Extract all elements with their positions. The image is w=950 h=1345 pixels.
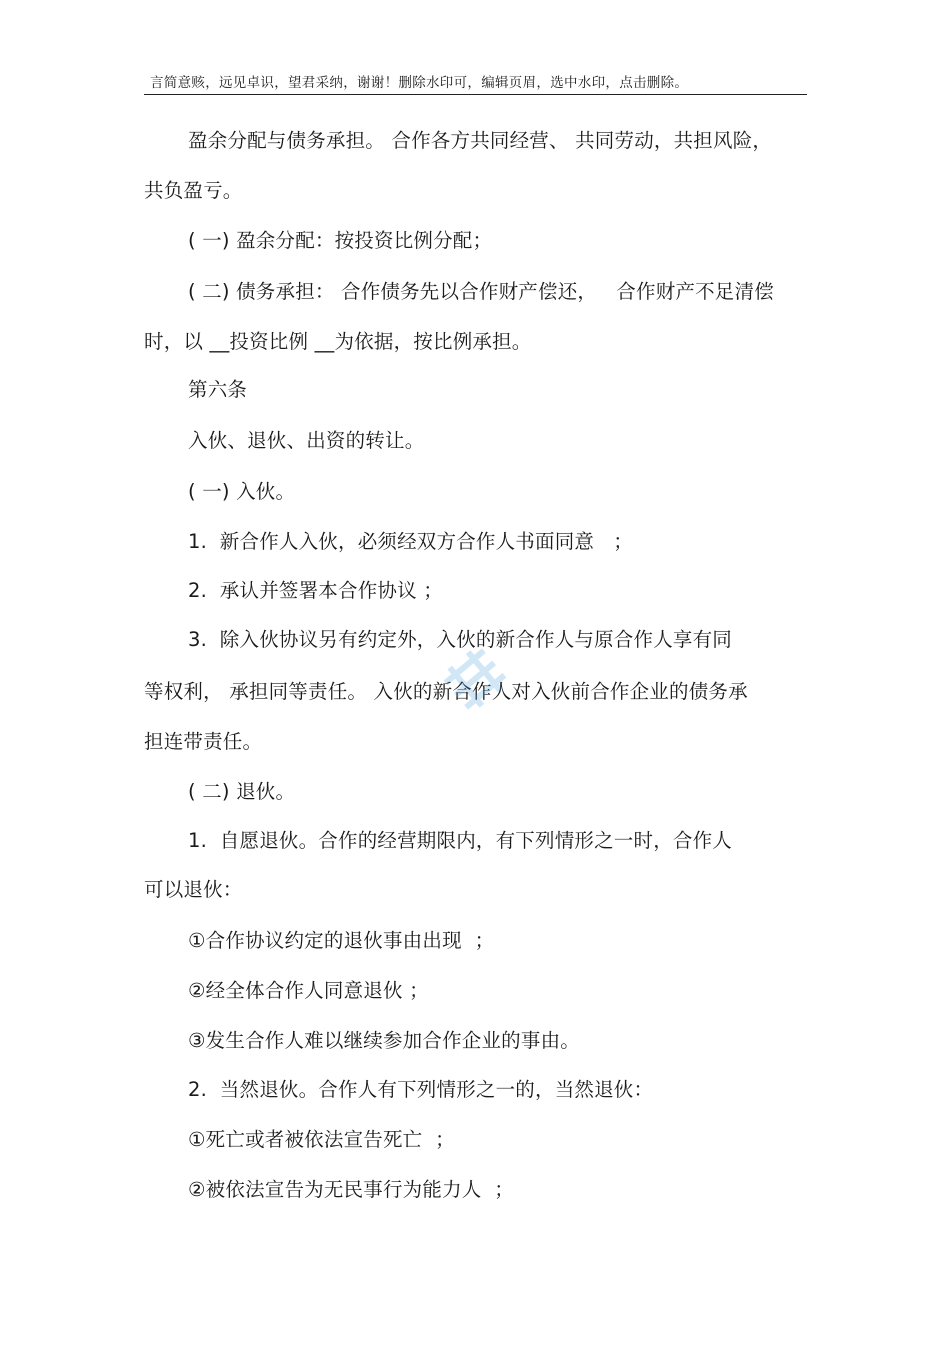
paragraph-line: 入伙、退伙、出资的转让。	[188, 429, 425, 452]
paragraph-line: ( 二) 债务承担： 合作债务先以合作财产偿还， 合作财产不足清偿	[188, 280, 774, 303]
list-item: ②被依法宣告为无民事行为能力人 ；	[188, 1178, 514, 1201]
list-item: 1. 自愿退伙。合作的经营期限内，有下列情形之一时，合作人	[188, 829, 733, 852]
paragraph-line: ( 二) 退伙。	[188, 780, 296, 803]
list-item: 2. 当然退伙。合作人有下列情形之一的，当然退伙：	[188, 1078, 654, 1101]
page-header-text: 言简意赅，远见卓识，望君采纳，谢谢！删除水印可，编辑页眉，选中水印，点击删除。	[150, 75, 689, 91]
paragraph-line: 担连带责任。	[144, 730, 263, 753]
paragraph-line: 盈余分配与债务承担。 合作各方共同经营、 共同劳动，共担风险，	[188, 129, 773, 152]
list-item: ①合作协议约定的退伙事由出现 ；	[188, 929, 495, 952]
paragraph-line: 共负盈亏。	[144, 179, 243, 202]
list-item: 3. 除入伙协议另有约定外，入伙的新合作人与原合作人享有同	[188, 628, 733, 651]
list-item: 1. 新合作人入伙，必须经双方合作人书面同意 ；	[188, 530, 633, 553]
paragraph-line: ( 一) 入伙。	[188, 480, 296, 503]
section-title: 第六条	[188, 378, 248, 401]
list-item: ①死亡或者被依法宣告死亡 ；	[188, 1128, 455, 1151]
paragraph-line: 等权利， 承担同等责任。 入伙的新合作人对入伙前合作企业的债务承	[144, 680, 748, 703]
list-item: ③发生合作人难以继续参加合作企业的事由。	[188, 1029, 580, 1052]
list-item: 2. 承认并签署本合作协议 ；	[188, 579, 443, 602]
paragraph-line: 时，以 __投资比例 __为依据，按比例承担。	[144, 330, 532, 353]
paragraph-line: 可以退伙：	[144, 878, 243, 901]
list-item: ②经全体合作人同意退伙 ；	[188, 979, 429, 1002]
paragraph-line: ( 一) 盈余分配：按投资比例分配；	[188, 229, 493, 252]
header-rule	[144, 94, 807, 95]
